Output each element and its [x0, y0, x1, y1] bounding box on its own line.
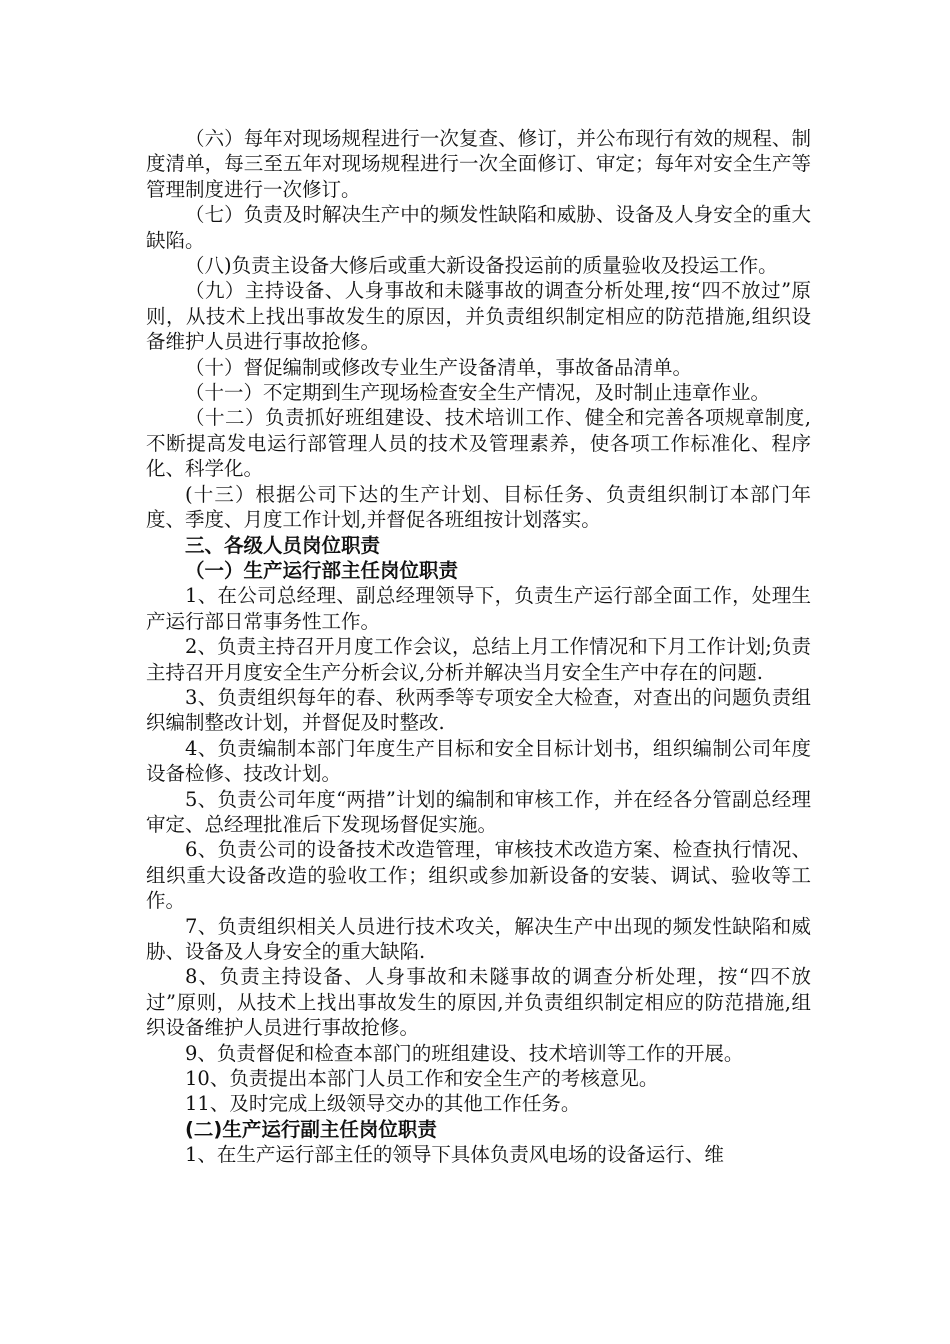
paragraph-item-7: （七）负责及时解决生产中的频发性缺陷和威胁、设备及人身安全的重大缺陷。	[146, 203, 811, 252]
document-page	[146, 126, 811, 1168]
duty-item-11: 11、及时完成上级领导交办的其他工作任务。	[185, 1092, 581, 1116]
section-heading-3: 三、各级人员岗位职责	[185, 533, 381, 557]
paragraph-item-6: （六）每年对现场规程进行一次复查、修订，并公布现行有效的规程、制度清单，每三至五年对现场规程进行一次全面修订、审定；每年对安全生产等管理制度进行一次修订。	[146, 127, 811, 201]
duty-item-6: 6、负责公司的设备技术改造管理，审核技术改造方案、检查执行情况、组织重大设备改造的验收工作；组织或参加新设备的安装、调试、验收等工作。	[146, 838, 811, 913]
duty-item-7: 7、负责组织相关人员进行技术攻关，解决生产中出现的频发性缺陷和威胁、设备及人身安全的重大缺陷.	[146, 914, 811, 963]
duty-item-4: 4、负责编制本部门年度生产目标和安全目标计划书，组织编制公司年度设备检修、技改计划。	[146, 736, 811, 786]
paragraph-item-8: （八)负责主设备大修后或重大新设备投运前的质量验收及投运工作。	[185, 254, 778, 278]
paragraph-item-11: （十一）不定期到生产现场检查安全生产情况，及时制止违章作业。	[185, 381, 771, 405]
duty-item-10: 10、负责提出本部门人员工作和安全生产的考核意见。	[185, 1067, 659, 1091]
subsection-heading-deputy: (二)生产运行副主任岗位职责	[185, 1117, 437, 1141]
paragraph-item-12: （十二）负责抓好班组建设、技术培训工作、健全和完善各项规章制度,不断提高发电运行部管理人员的技术及管理素养，使各项工作标准化、程序化、科学化。	[146, 406, 811, 481]
duty-item-3: 3、负责组织每年的春、秋两季等专项安全大检查，对查出的问题负责组织编制整改计划，并督促及时整改.	[146, 685, 811, 735]
duty-item-1: 1、在公司总经理、副总经理领导下，负责生产运行部全面工作，处理生产运行部日常事务性工作。	[146, 584, 811, 633]
duty-item-5: 5、负责公司年度“两措”计划的编制和审核工作，并在经各分管副总经理审定、总经理批准后下发现场督促实施。	[146, 787, 811, 836]
deputy-duty-item-1: 1、在生产运行部主任的领导下具体负责风电场的设备运行、维	[185, 1143, 724, 1167]
duty-item-2: 2、负责主持召开月度工作会议，总结上月工作情况和下月工作计划;负责主持召开月度安全生产分析会议,分析并解决当月安全生产中存在的问题.	[146, 635, 811, 684]
duty-item-8: 8、负责主持设备、人身事故和未隧事故的调查分析处理，按“四不放过”原则，从技术上找出事故发生的原因,并负责组织制定相应的防范措施,组织设备维护人员进行事故抢修。	[146, 965, 811, 1040]
paragraph-item-10: （十）督促编制或修改专业生产设备清单，事故备品清单。	[185, 355, 693, 379]
paragraph-item-13: (十三）根据公司下达的生产计划、目标任务、负责组织制订本部门年度、季度、月度工作计划,并督促各班组按计划落实。	[146, 482, 811, 532]
paragraph-item-9: （九）主持设备、人身事故和未隧事故的调查分析处理,按“四不放过”原则，从技术上找出事故发生的原因，并负责组织制定相应的防范措施,组织设备维护人员进行事故抢修。	[146, 279, 811, 354]
subsection-heading-director: （一）生产运行部主任岗位职责	[185, 558, 459, 582]
duty-item-9: 9、负责督促和检查本部门的班组建设、技术培训等工作的开展。	[185, 1041, 744, 1065]
